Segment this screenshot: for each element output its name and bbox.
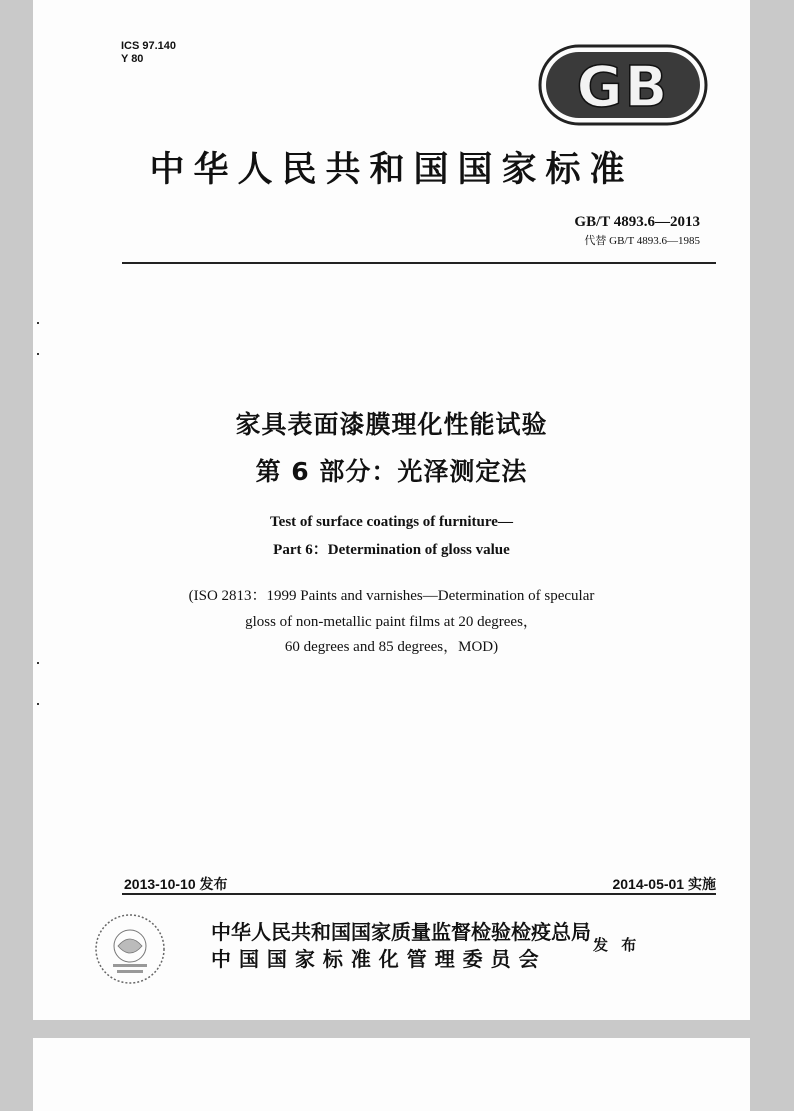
ics-code: ICS 97.140: [121, 40, 177, 52]
classification-block: [121, 40, 176, 66]
national-standard-title: 中华人民共和国国家标准: [149, 150, 634, 190]
anti-counterfeit-seal-icon: [93, 912, 167, 986]
issue-date: 2013-10-10 发布: [124, 876, 228, 892]
replaces-standard: 代替 GB/T 4893.6—1985: [584, 235, 700, 247]
iso-reference-line1: (ISO 2813：1999 Paints and varnishes—Determination of specular: [188, 588, 595, 604]
scan-speck: [37, 703, 39, 705]
iso-reference-line3: 60 degrees and 85 degrees，MOD): [284, 639, 499, 655]
scan-speck: [37, 353, 39, 355]
english-title-line2: Part 6：Determination of gloss value: [273, 542, 510, 558]
iso-reference-line2: gloss of non-metallic paint films at 20 degrees，: [245, 614, 538, 630]
document-page-2-top: [33, 1038, 750, 1111]
english-title-line1: Test of surface coatings of furniture—: [270, 514, 513, 530]
issuer-aqsiq: 中华人民共和国国家质量监督检验检疫总局: [211, 920, 591, 944]
top-divider: [122, 262, 716, 264]
standard-number: GB/T 4893.6—2013: [574, 214, 700, 230]
implementation-date: 2014-05-01 实施: [612, 876, 716, 892]
class-code: Y 80: [121, 53, 144, 65]
scan-speck: [37, 662, 39, 664]
scan-speck: [37, 322, 39, 324]
publish-label: 发 布: [593, 936, 641, 954]
issuer-sac: 中 国 国 家 标 准 化 管 理 委 员 会: [211, 947, 540, 971]
gb-logo: [538, 44, 708, 126]
chinese-title-line1: 家具表面漆膜理化性能试验: [235, 410, 548, 439]
gb-logo-text: GB: [576, 55, 670, 120]
bottom-divider: [122, 893, 716, 895]
document-page-1: [33, 0, 750, 1020]
chinese-title-line2: 第 6 部分：光泽测定法: [255, 457, 528, 486]
